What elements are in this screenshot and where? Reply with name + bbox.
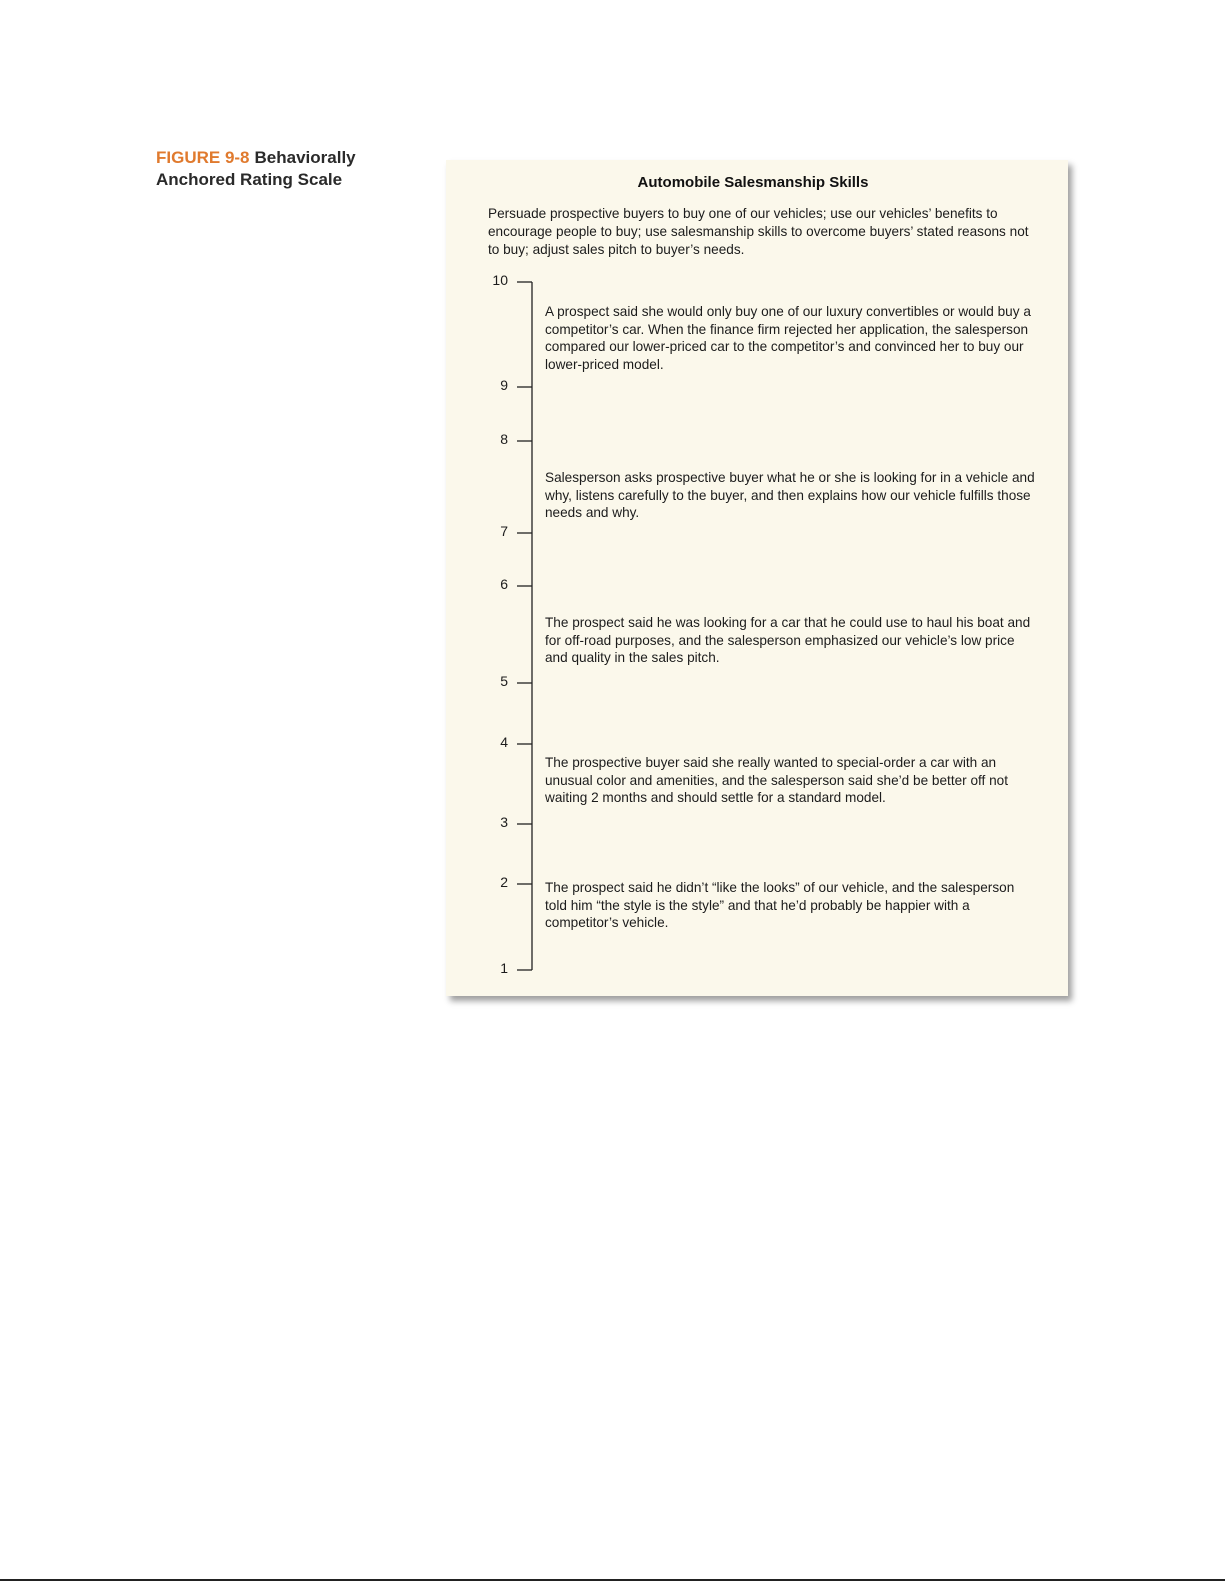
anchor-description: The prospective buyer said she really wanted to special-order a car with an unusual color and amenities, and the salesperson said she’d be better off not waiting 2 months and should settle for a standard model. <box>545 755 1008 805</box>
page-bottom-rule <box>0 1579 1225 1581</box>
bars-panel <box>446 160 1068 996</box>
rating-scale-axis <box>446 160 1068 996</box>
panel-title: Automobile Salesmanship Skills <box>637 174 869 191</box>
tick-label-10: 10 <box>492 272 508 288</box>
anchor-description: The prospect said he didn’t “like the looks” of our vehicle, and the salesperson told him “the style is the style” and that he’d probably be happier with a competitor’s vehicle. <box>545 880 1015 930</box>
figure-number: FIGURE 9-8 <box>156 148 250 167</box>
figure-title: Behaviorally Anchored Rating Scale <box>156 148 356 189</box>
tick-label-4: 4 <box>500 734 508 750</box>
figure-caption <box>156 147 416 191</box>
tick-label-3: 3 <box>500 814 508 830</box>
anchor-description: A prospect said she would only buy one of our luxury convertibles or would buy a competitor’s car. When the finance firm rejected her application, the salesperson compared our lower-priced car to the competitor’s and convinced her to buy our lower-priced model. <box>545 304 1031 372</box>
tick-label-6: 6 <box>500 576 508 592</box>
tick-label-1: 1 <box>500 960 508 976</box>
anchor-description: The prospect said he was looking for a car that he could use to haul his boat and for off-road purposes, and the salesperson emphasized our vehicle’s low price and quality in the sales pitch. <box>545 615 1031 665</box>
tick-label-2: 2 <box>500 874 508 890</box>
tick-label-7: 7 <box>500 523 508 539</box>
tick-label-5: 5 <box>500 673 508 689</box>
tick-label-8: 8 <box>500 431 508 447</box>
tick-label-9: 9 <box>500 377 508 393</box>
anchor-description: Salesperson asks prospective buyer what he or she is looking for in a vehicle and why, listens carefully to the buyer, and then explains how our vehicle fulfills those needs and why. <box>545 470 1035 520</box>
panel-description: Persuade prospective buyers to buy one of our vehicles; use our vehicles’ benefits to encourage people to buy; use salesmanship skills to overcome buyers’ stated reasons not to buy; adjust sales pitch to buyer’s needs. <box>488 206 1029 257</box>
